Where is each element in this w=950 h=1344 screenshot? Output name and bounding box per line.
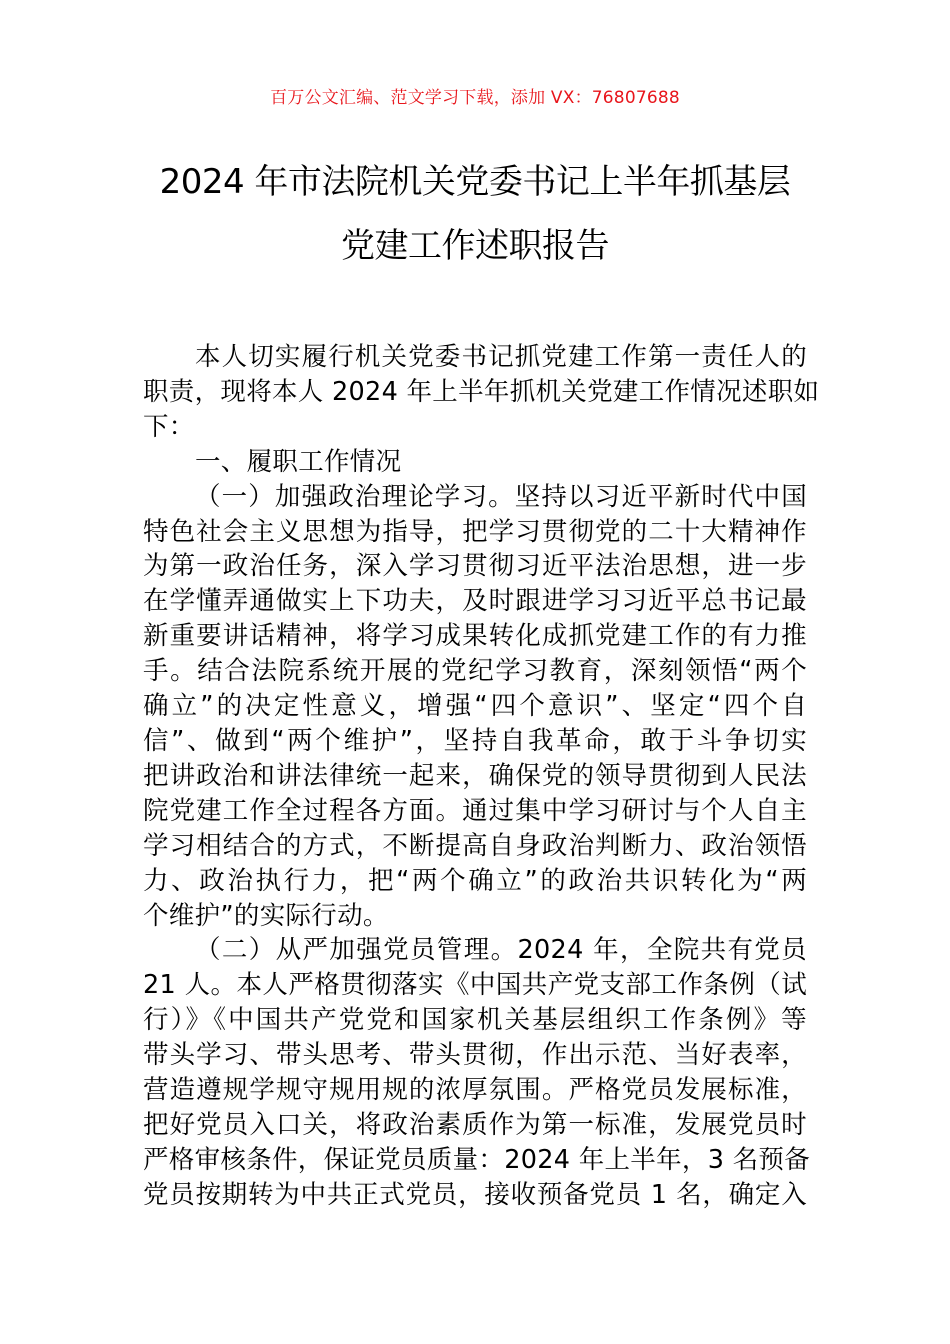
text-line: 行）》《中国共产党党和国家机关基层组织工作条例》等: [143, 1005, 807, 1036]
text-line: 在学懂弄通做实上下功夫，及时跟进学习习近平总书记最: [143, 586, 807, 617]
watermark-banner: 百万公文汇编、范文学习下载，添加 VX：76807688: [270, 88, 680, 108]
text-line: 力、政治执行力，把“两个确立”的政治共识转化为“两: [143, 865, 807, 896]
document-title: [0, 150, 950, 278]
text-line: 把好党员入口关，将政治素质作为第一标准，发展党员时: [143, 1109, 807, 1140]
text-line: 本人切实履行机关党委书记抓党建工作第一责任人的: [195, 342, 807, 372]
text-line: 特色社会主义思想为指导，把学习贯彻党的二十大精神作: [143, 516, 807, 547]
section-heading: [143, 445, 807, 480]
text-line: 营造遵规学规守规用规的浓厚氛围。严格党员发展标准，: [143, 1075, 807, 1106]
text-line: 院党建工作全过程各方面。通过集中学习研讨与个人自主: [143, 795, 807, 826]
text-line: 21 人。本人严格贯彻落实《中国共产党支部工作条例（试: [143, 970, 807, 1001]
text-line: （一）加强政治理论学习。坚持以习近平新时代中国: [195, 481, 807, 512]
text-line: 党员按期转为中共正式党员，接收预备党员 1 名，确定入: [143, 1179, 807, 1210]
intro-paragraph: [143, 340, 820, 445]
text-line: 为第一政治任务，深入学习贯彻习近平法治思想，进一步: [143, 551, 807, 582]
text-line: 信”、做到“两个维护”，坚持自我革命，敢于斗争切实: [143, 725, 807, 756]
title-line-1: 2024 年市法院机关党委书记上半年抓基层: [159, 162, 791, 202]
text-line: 带头学习、带头思考、带头贯彻，作出示范、当好表率，: [143, 1040, 807, 1071]
document-body: [143, 340, 820, 1213]
text-line: 严格审核条件，保证党员质量：2024 年上半年，3 名预备: [143, 1144, 811, 1175]
text-line: 下：: [143, 411, 195, 442]
paragraph-member-management: [143, 933, 811, 1212]
text-line: （二）从严加强党员管理。2024 年，全院共有党员: [195, 935, 807, 966]
text-line: 个维护”的实际行动。: [143, 900, 389, 931]
text-line: 确立”的决定性意义，增强“四个意识”、坚定“四个自: [143, 691, 807, 722]
title-line-2: 党建工作述职报告: [341, 226, 609, 266]
text-line: 职责，现将本人 2024 年上半年抓机关党建工作情况述职如: [143, 376, 820, 407]
paragraph-political-study: [143, 480, 807, 934]
text-line: 把讲政治和讲法律统一起来，确保党的领导贯彻到人民法: [143, 760, 807, 791]
text-line: 学习相结合的方式，不断提高自身政治判断力、政治领悟: [143, 830, 807, 861]
text-line: 手。结合法院系统开展的党纪学习教育，深刻领悟“两个: [143, 656, 807, 687]
section-heading-text: 一、履职工作情况: [195, 446, 402, 477]
text-line: 新重要讲话精神，将学习成果转化成抓党建工作的有力推: [143, 621, 807, 652]
